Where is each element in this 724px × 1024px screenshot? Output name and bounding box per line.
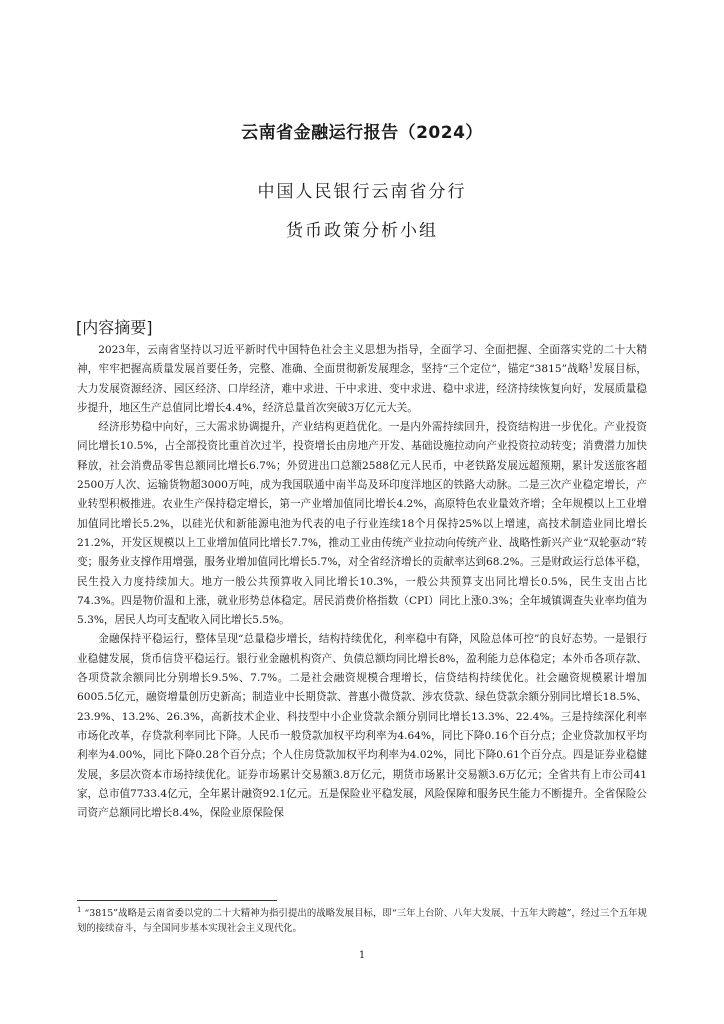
footnote-reference[interactable]: 1 bbox=[588, 361, 594, 370]
footnote-marker: 1 bbox=[77, 905, 82, 914]
author-institution: 中国人民银行云南省分行 bbox=[257, 182, 467, 202]
summary-body bbox=[77, 341, 647, 823]
paragraph-2: 经济形势稳中向好，三大需求协调提升，产业结构更趋优化。一是内外需持续回升，投资结构进一步优化。产业投资同比增长10.5%，占全部投资比重首次过半，投资增长由房地产开发、基础设施拉动向产业投资拉动转变；消费潜力加快释放，社会消费品零售总额同比增长6.7%；外贸进出口总额2588亿元人民币，中老铁路发展远超预期，累计发送旅客超2500万人次、运输货物超3000万吨，成为我国联通中南半岛及环印度洋地区的铁路大动脉。二是三次产业稳定增长，产业转型积极推进。农业生产保持稳定增长，第一产业增加值同比增长4.2%，高原特色农业量效齐增；全年规模以上工业增加值同比增长5.2%，以硅光伏和新能源电池为代表的电子行业连续18个月保持25%以上增速，高技术制造业同比增长21.2%，开发区规模以上工业增加值同比增长7.7%，推动工业由传统产业拉动向传统产业、战略性新兴产业“双轮驱动”转变；服务业支撑作用增强，服务业增加值同比增长5.7%，对全省经济增长的贡献率达到68.2%。三是财政运行总体平稳，民生投入力度持续加大。地方一般公共预算收入同比增长10.3%，一般公共预算支出同比增长0.5%，民生支出占比74.3%。四是物价温和上涨，就业形势总体稳定。居民消费价格指数（CPI）同比上涨0.3%；全年城镇调查失业率均值为5.3%，居民人均可支配收入同比增长5.5%。 bbox=[77, 421, 647, 627]
footnote-divider bbox=[77, 900, 277, 901]
paragraph-3: 金融保持平稳运行，整体呈现“总量稳步增长，结构持续优化，利率稳中有降，风险总体可控”的良好态势。一是银行业稳健发展，货币信贷平稳运行。银行业金融机构资产、负债总额均同比增长8%，盈利能力总体稳定；本外币各项存款、各项贷款余额同比分别增长9.5%、7.7%。二是社会融资规模合理增长，信贷结构持续优化。社会融资规模累计增加6005.5亿元，融资增量创历史新高；制造业中长期贷款、普惠小微贷款、涉农贷款、绿色贷款余额分别同比增长18.5%、23.9%、13.2%、26.3%，高新技术企业、科技型中小企业贷款余额分别同比增长13.3%、22.4%。三是持续深化利率市场化改革，存贷款利率同比下降。人民币一般贷款加权平均利率为4.64%，同比下降0.16个百分点；企业贷款加权平均利率为4.00%，同比下降0.28个百分点；个人住房贷款加权平均利率为4.02%，同比下降0.61个百分点。四是证券业稳健发展，多层次资本市场持续优化。证券市场累计交易额3.8万亿元，期货市场累计交易额3.6万亿元；全省共有上市公司41家，总市值7733.4亿元，全年累计融资92.1亿元。五是保险业平稳发展，风险保障和服务民生能力不断提升。全省保险公司资产总额同比增长8.4%，保险业原保险保 bbox=[77, 633, 648, 820]
page-title: 云南省金融运行报告（2024） bbox=[241, 123, 483, 143]
section-heading-summary: [内容摘要] bbox=[76, 318, 153, 337]
paragraph-1-part-2: 发展目标，大力发展资源经济、园区经济、口岸经济，难中求进、干中求进、变中求进、稳中求进，经济持续恢复向好，发展质量稳步提升，地区生产总值同比增长4.4%，经济总量首次突破3万亿元大关。 bbox=[77, 363, 647, 414]
page-number: 1 bbox=[358, 950, 366, 961]
paragraph-1-part-1: 2023年，云南省坚持以习近平新时代中国特色社会主义思想为指导，全面学习、全面把握、全面落实党的二十大精神，牢牢把握高质量发展首要任务，完整、准确、全面贯彻新发展理念，坚持“三个定位”，锚定“3815”战略 bbox=[77, 344, 647, 376]
footnote-text: “3815”战略是云南省委以党的二十大精神为指引提出的战略发展目标，即“三年上台阶、八年大发展、十五年大跨越”，经过三个五年规划的接续奋斗，与全国同步基本实现社会主义现代化。 bbox=[77, 908, 647, 934]
author-group: 货币政策分析小组 bbox=[286, 221, 438, 241]
footnote bbox=[77, 906, 647, 936]
paragraph-1 bbox=[77, 341, 647, 418]
